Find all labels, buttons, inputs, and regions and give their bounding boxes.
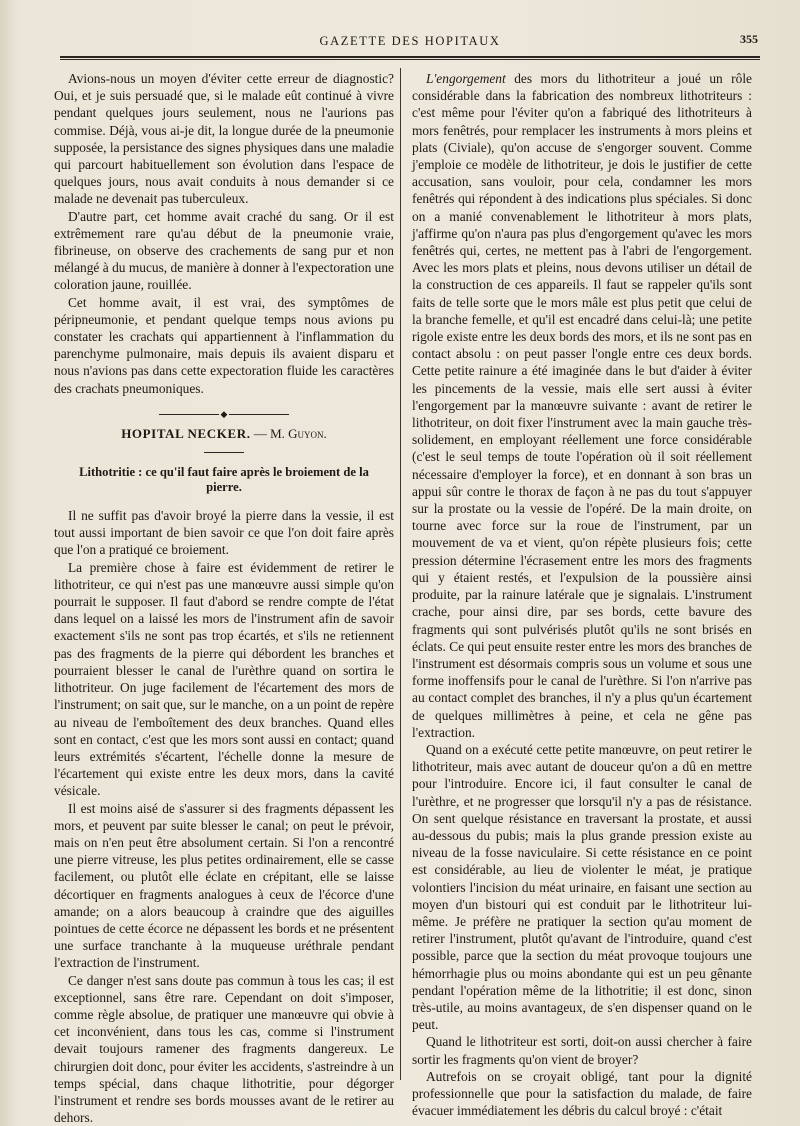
page-header	[60, 28, 760, 58]
paragraph-text: des mors du lithotriteur a joué un rôle considérable dans la fabrication des nombreux lithotriteurs : c'est même pour l'éviter qu'on a fabriqué des lithotriteurs à mors fenêtrés, pour remplacer les instruments à mors pleins et plats (Civiale), qu'on accuse de s'engorger souvent. Comme j'emploie ce modèle de lithotriteur, je dois le justifier de cette accusation, sans vouloir, pour cela, condamner les mors fenêtrés qui répondent à des indications plus spéciales. Si donc on a manié convenablement le lithotriteur à mors plats, j'affirme qu'on n'aura pas plus d'engorgement qu'avec les mors fenêtrés qui, certes, ne mettent pas à l'abri de l'engorgement. Avec les mors plats et pleins, nous devons utiliser un détail de la construction de ces appareils. Il faut se rappeler qu'ils sont faits de telle sorte que le mors mâle est plus petit que celui de la branche femelle, et qu'il est encadré dans celui-là; une petite rigole existe entre les deux bords des mors, et ils ne sont pas en contact absolu : on peut passer l'ongle entre ces deux bords. Cette petite rainure a été imaginée dans le but d'aider à éviter les pincements de la vessie, mais elle sert aussi à éviter l'engorgement par la manœuvre suivante : avant de retirer le lithotriteur, on doit fixer l'instrument avec la main gauche très-solidement, en employant réellement une force considérable (c'est le seul temps de toute l'opération où il soit réellement nécessaire d'employer la force), et en donnant à son bras un appui sûr contre le thorax de façon à ne pas du tout s'appuyer sur la prostate ou la vessie de l'opéré. De la main droite, on tourne avec force sur la roue de l'instrument, par un mouvement de va et vient, qu'on répète plusieurs fois; cette pression détermine l'écrasement entre les mors des fragments qui y étaient restés, et l'expulsion de la poussière ainsi produite, par la rainure latérale que je signalais. L'instrument crache, pour ainsi dire, par ses bords, cette bavure des fragments qui sont pulvérisés plutôt qu'ils ne sont brisés en éclats. Ce qui peut ensuite rester entre les mors des branches de l'instrument est désormais compris sous un volume et sous une forme inoffensifs pour le canal de l'urèthre. Si l'on n'arrive pas au contact complet des branches, il n'y a plus qu'un écartement de quelques millimètres à peine, et cela ne gêne pas l'extraction.	[412, 71, 752, 740]
heading-dash: — M.	[250, 425, 289, 441]
paragraph: Cet homme avait, il est vrai, des symptômes de péripneumonie, et pendant quelque temps nous avions pu constater les crachats qui appartiennent à l'inflammation du parenchyme pulmonaire, mais depuis ils avaient disparu et nous n'avions pas dans cette expectoration fluide les caractères des crachats pneumoniques.	[54, 294, 394, 396]
paragraph: La première chose à faire est évidemment de retirer le lithotriteur, ce qui n'est pas une manœuvre aussi simple qu'on pourrait le supposer. Il faut d'abord se rendre compte de l'état dans lequel on a laissé les mors de l'instrument afin de savoir exactement s'ils ne sont pas trop écartés, et s'ils ne retiennent pas des fragments de la pierre qui débordent les branches et pourraient blesser le canal de l'urèthre quand on sortira le lithotriteur. On juge facilement de l'écartement des mors de l'instrument; on sait que, sur le manche, on a un point de repère au niveau de l'emboîtement des deux branches. Quand elles sont en contact, c'est que les mors sont aussi en contact; quand leurs extrémités s'écartent, l'échelle donne la mesure de l'écartement qui existe entre les deux mors, dans la cavité vésicale.	[54, 559, 394, 799]
left-column	[54, 70, 394, 1126]
paragraph	[412, 70, 752, 741]
paragraph: Quand le lithotriteur est sorti, doit-on aussi chercher à faire sortir les fragments qu'on vient de broyer?	[412, 1034, 752, 1067]
article-subheading: Lithotritie : ce qu'il faut faire après le broiement de la pierre.	[79, 465, 369, 495]
paragraph: Quand on a exécuté cette petite manœuvre, on peut retirer le lithotriteur, mais avec autant de douceur qu'on a dû en mettre pour l'introduire. Encore ici, il faut consulter le canal de l'urèthre, et ne progresser que lorsqu'il n'y a pas de résistance. On sent quelque résistance en traversant la prostate, et aussi au-dessous du pubis; mais la plus grande pression existe au niveau de la fosse naviculaire. Si cette résistance en ce point est considérable, au lieu de violenter le méat, je pratique volontiers l'incision du méat urinaire, en faisant une section au moyen d'un bistouri qui est conduit par le lithotriteur lui-même. Je préfère ne pratiquer la section qu'au moment de retirer l'instrument, plutôt qu'avant de l'introduire, quand c'est possible, parce que la section du méat provoque toujours une hémorrhagie plus ou moins abondante qui est un peu gênante pendant l'opération même de la lithotritie; il est donc, sinon très-utile, au moins avantageux, de s'en dispenser quand on le peut.	[412, 741, 752, 1033]
paragraph: Avions-nous un moyen d'éviter cette erreur de diagnostic? Oui, et je suis persuadé que, si le malade eût continué à vivre pendant quelques jours seulement, nous ne l'aurions pas commise. Déjà, vous ai-je dit, la longue durée de la pneumonie supposée, la persistance des signes physiques dans une maladie qui parcourt habituellement son évolution dans l'espace de quelques jours, nous avait conduits à nous demander si ce malade ne devenait pas tuberculeux.	[54, 71, 394, 207]
section-separator: ◆	[54, 405, 394, 415]
short-rule	[204, 452, 244, 453]
paragraph: Autrefois on se croyait obligé, tant pour la dignité professionnelle que pour la satisfaction du malade, de faire évacuer immédiatement les débris du calcul broyé : c'était	[412, 1068, 752, 1119]
paragraph: D'autre part, cet homme avait craché du sang. Or il est extrêmement rare qu'au début de la pneumonie vraie, fibrineuse, on observe des crachements de sang pur et non mélangé à du mucus, de manière à donner à l'expectoration une coloration jaune, rouillée.	[54, 208, 394, 293]
publication-title: GAZETTE DES HOPITAUX	[319, 34, 501, 48]
page-number: 355	[740, 32, 758, 46]
paragraph: Il ne suffit pas d'avoir broyé la pierre dans la vessie, il est tout aussi important de bien savoir ce que l'on doit faire après que l'on a pratiqué ce broiement.	[54, 508, 394, 558]
header-rule	[60, 56, 760, 60]
right-column	[412, 70, 752, 1119]
paragraph: Il est moins aisé de s'assurer si des fragments dépassent les mors, et peuvent par suite blesser le canal; on peut le prévoir, mais on n'en peut être absolument certain. Si l'on a rencontré une pierre vitreuse, les plus petites ordinairement, elle se casse facilement, ou plutôt elle éclate en crépitant, elle se laisse décortiquer en fragments analogues à ceux de l'écorce d'une amande; on a alors beaucoup à craindre que des aiguilles pointues de cette écorce ne dépassent les bords et ne présentent une surface tranchante à la muqueuse uréthrale pendant l'extraction de l'instrument.	[54, 800, 394, 971]
hospital-name: HOPITAL NECKER.	[121, 425, 251, 441]
column-divider	[400, 68, 401, 1080]
section-heading	[54, 425, 394, 442]
emphasis-term: L'engorgement	[426, 71, 506, 86]
paragraph: Ce danger n'est sans doute pas commun à tous les cas; il est exceptionnel, sans être rare. Cependant on doit s'imposer, comme règle absolue, de pratiquer une manœuvre qui obvie à cet inconvénient, dans tous les cas, comme si l'instrument devait toujours ramener des fragments dangereux. Le chirurgien doit donc, pour éviter les accidents, s'astreindre à un temps spécial, dans chaque lithotritie, pour dégorger l'instrument et rendre ses bords mousses avant de le retirer au dehors.	[54, 972, 394, 1126]
author-name: Guyon.	[288, 425, 327, 441]
